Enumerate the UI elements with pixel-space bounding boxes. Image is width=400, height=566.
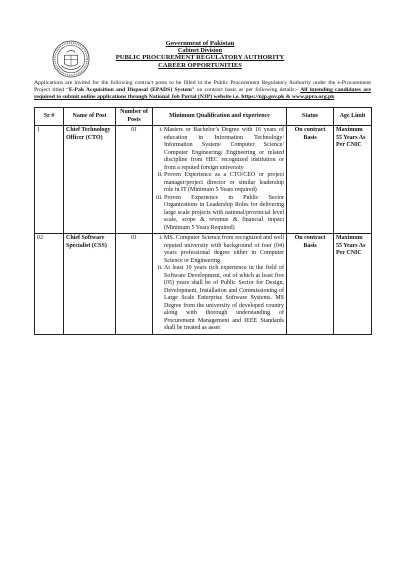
qualification-item: i. MS. Computer Science from recognized and well reputed university with background of four (04) years professional degree either in Computer Science or Engineering	[164, 235, 284, 265]
qualification-cell	[153, 234, 287, 335]
division-title: Cabinet Division	[177, 47, 223, 55]
qualification-item: ii. Proven Experience as a CTO/CEO or project manager/project director or similar leadership role in IT (Minimum 5 Years required)	[164, 172, 284, 195]
application-notice: All intending candidates are required to submit online applications through National Job Portal (NJP) website i.e. https://njp.gov.pk & www.ppra.org.pk	[34, 86, 371, 100]
authority-title: PUBLIC PROCUREMENT REGULATORY AUTHORITY	[115, 54, 285, 62]
table-row	[35, 126, 372, 234]
notice-heading	[0, 40, 400, 69]
qualification-item: iii. Proven Experience in Public Sector Organizations in Leadership Roles for delivering large scale projects with national/provincial level scale, scope & revenue & financial impact (Minimum 5 Years Required)	[164, 195, 284, 233]
intro-paragraph	[34, 80, 371, 101]
table-header-row	[35, 108, 372, 126]
intro-text-continued: ” on contract basis as per following details:-	[191, 86, 301, 93]
column-header-sr: Sr #	[35, 108, 64, 126]
government-title: Government of Pakistan	[165, 40, 235, 47]
column-header-age: Age Limit	[334, 108, 372, 126]
vacancies-table	[34, 107, 372, 335]
age-limit-cell: Maximum 55 Years As Per CNIC	[334, 234, 372, 335]
column-header-posts: Number of Posts	[116, 108, 153, 126]
column-header-status: Status	[287, 108, 334, 126]
sr-cell: 1	[35, 126, 64, 234]
status-cell: On contract Basis	[287, 126, 334, 234]
qualification-item: ii. At least 10 years rich experience in the field of Software Development, out of which at least five (05) years shall be of Public Sector for Design, Development, Installation and Commissioning of Large Scale Enterprise Software Systems. MS Degree from the university of developed country along with thorough understanding of Procurement Management and IEEE Standards shall be treated as asset	[164, 265, 284, 333]
status-cell: On contract Basis	[287, 234, 334, 335]
post-name-cell: Chief Software Specialist (CSS)	[64, 234, 116, 335]
section-title: CAREER OPPORTUNITIES	[158, 61, 242, 69]
table-row	[35, 234, 372, 335]
sr-cell: 02	[35, 234, 64, 335]
column-header-name: Name of Post	[64, 108, 116, 126]
qualification-item: i. Masters or Bachelor’s Degree with 16 years of education in Information Technology/ Information System/ Computer Science/ Computer Engineering/ Engineering or related discipline from HEC recognized institution or from a reputed foreign university	[164, 127, 284, 172]
intro-text: Applications are invited for the following contract posts to be filled in the Public Procurement Regulatory Authority under the e-Procurement Project titled “	[34, 80, 371, 93]
posts-count-cell: 01	[116, 126, 153, 234]
column-header-qualification: Minimum Qualification and experience	[153, 108, 287, 126]
post-name-cell: Chief Technology Officer (CTO)	[64, 126, 116, 234]
qualification-cell	[153, 126, 287, 234]
posts-count-cell: 01	[116, 234, 153, 335]
qualification-list	[155, 235, 284, 333]
project-title: E-Pak Acquisition and Disposal (EPADS) System	[68, 86, 192, 93]
qualification-list	[155, 127, 284, 232]
age-limit-cell: Maximum 55 Years As Per CNIC	[334, 126, 372, 234]
